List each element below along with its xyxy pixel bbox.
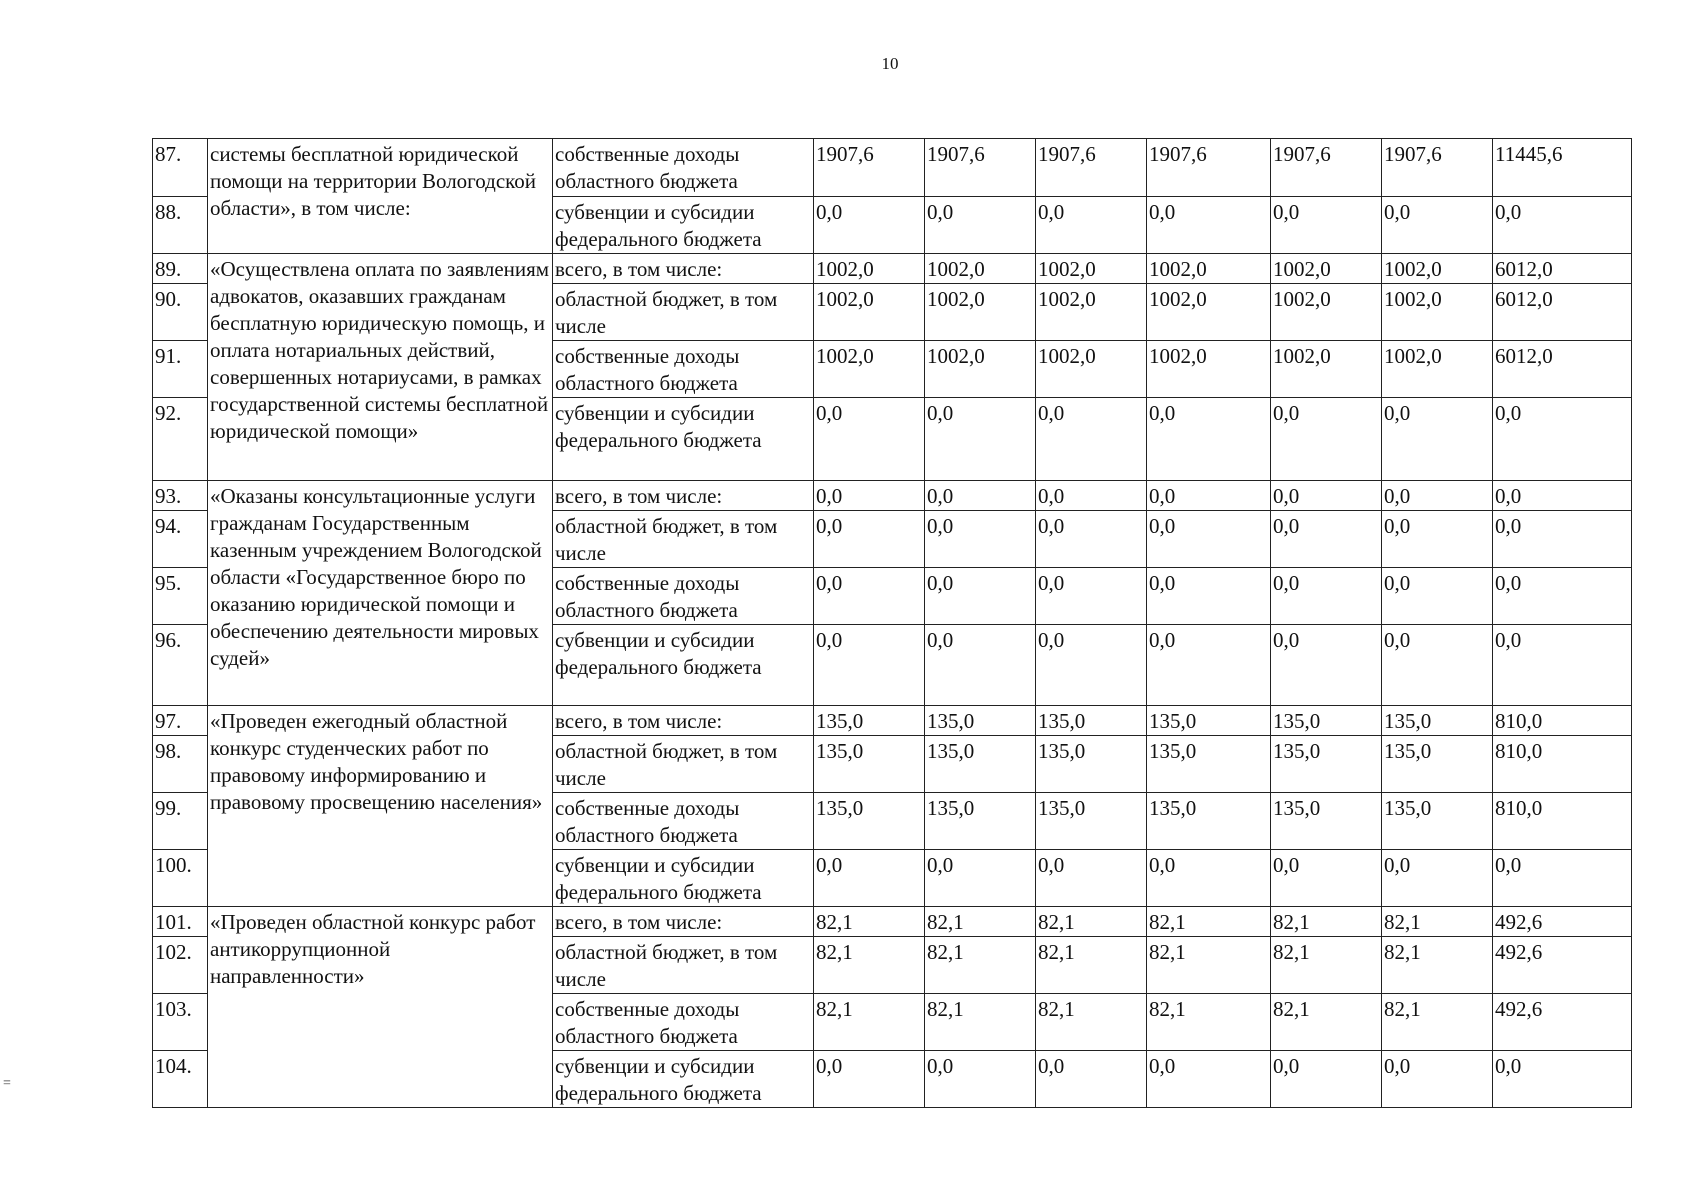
year-value: 82,1 [925,937,1036,994]
year-value: 82,1 [814,994,925,1051]
budget-table [152,138,1632,1108]
total-value: 11445,6 [1493,139,1632,197]
year-value: 82,1 [1147,907,1271,937]
row-number: 90. [153,284,208,341]
year-value: 82,1 [1382,994,1493,1051]
year-value: 0,0 [1382,625,1493,706]
funding-source: собственные доходы областного бюджета [553,793,814,850]
year-value: 1002,0 [1036,284,1147,341]
total-value: 6012,0 [1493,284,1632,341]
row-number: 97. [153,706,208,736]
year-value: 0,0 [814,197,925,254]
total-value: 810,0 [1493,706,1632,736]
year-value: 0,0 [1147,197,1271,254]
year-value: 0,0 [1382,197,1493,254]
total-value: 810,0 [1493,793,1632,850]
row-number: 91. [153,341,208,398]
year-value: 82,1 [1271,937,1382,994]
year-value: 1002,0 [1382,254,1493,284]
row-number: 96. [153,625,208,706]
row-number: 92. [153,398,208,481]
year-value: 0,0 [814,850,925,907]
year-value: 0,0 [1271,398,1382,481]
year-value: 0,0 [1382,1051,1493,1108]
year-value: 0,0 [814,1051,925,1108]
year-value: 135,0 [1271,793,1382,850]
year-value: 0,0 [1382,398,1493,481]
activity-description: «Осуществлена оплата по заявлениям адвокатов, оказавших гражданам бесплатную юридическую помощь, и оплата нотариальных действий, совершенных нотариусами, в рамках государственной системы бесплатной юридической помощи» [208,254,553,481]
year-value: 0,0 [814,511,925,568]
row-number: 95. [153,568,208,625]
margin-mark: = [3,1076,11,1091]
year-value: 0,0 [1036,481,1147,511]
funding-source: собственные доходы областного бюджета [553,341,814,398]
funding-source: всего, в том числе: [553,254,814,284]
row-number: 87. [153,139,208,197]
year-value: 0,0 [1147,398,1271,481]
year-value: 82,1 [1147,937,1271,994]
table-row [153,139,1632,197]
activity-description: «Проведен областной конкурс работ антикоррупционной направленности» [208,907,553,1108]
year-value: 82,1 [814,907,925,937]
year-value: 0,0 [1147,511,1271,568]
year-value: 1002,0 [1271,341,1382,398]
funding-source: собственные доходы областного бюджета [553,568,814,625]
year-value: 82,1 [1271,994,1382,1051]
total-value: 0,0 [1493,850,1632,907]
row-number: 104. [153,1051,208,1108]
year-value: 1002,0 [1036,254,1147,284]
total-value: 6012,0 [1493,341,1632,398]
year-value: 1907,6 [925,139,1036,197]
year-value: 0,0 [1147,850,1271,907]
year-value: 0,0 [1271,197,1382,254]
year-value: 135,0 [1382,793,1493,850]
year-value: 0,0 [1036,1051,1147,1108]
year-value: 135,0 [1147,736,1271,793]
total-value: 0,0 [1493,398,1632,481]
year-value: 1002,0 [1382,341,1493,398]
year-value: 1002,0 [1147,341,1271,398]
row-number: 99. [153,793,208,850]
year-value: 135,0 [1147,793,1271,850]
row-number: 93. [153,481,208,511]
year-value: 0,0 [925,1051,1036,1108]
year-value: 0,0 [1147,1051,1271,1108]
total-value: 492,6 [1493,907,1632,937]
year-value: 135,0 [814,706,925,736]
year-value: 135,0 [1271,736,1382,793]
year-value: 0,0 [1036,398,1147,481]
year-value: 135,0 [1036,793,1147,850]
funding-source: субвенции и субсидии федерального бюджета [553,850,814,907]
table-row [153,907,1632,937]
year-value: 1002,0 [925,254,1036,284]
row-number: 102. [153,937,208,994]
year-value: 1907,6 [814,139,925,197]
year-value: 0,0 [1036,850,1147,907]
funding-source: собственные доходы областного бюджета [553,994,814,1051]
row-number: 101. [153,907,208,937]
row-number: 88. [153,197,208,254]
year-value: 1002,0 [1271,254,1382,284]
year-value: 135,0 [1147,706,1271,736]
total-value: 0,0 [1493,197,1632,254]
year-value: 82,1 [1271,907,1382,937]
year-value: 1002,0 [814,284,925,341]
funding-source: областной бюджет, в том числе [553,736,814,793]
year-value: 0,0 [1271,850,1382,907]
year-value: 0,0 [1382,568,1493,625]
year-value: 0,0 [1147,568,1271,625]
funding-source: областной бюджет, в том числе [553,511,814,568]
year-value: 135,0 [1382,736,1493,793]
year-value: 0,0 [925,511,1036,568]
year-value: 82,1 [1036,994,1147,1051]
year-value: 0,0 [925,568,1036,625]
funding-source: областной бюджет, в том числе [553,937,814,994]
year-value: 0,0 [1036,625,1147,706]
year-value: 82,1 [1382,907,1493,937]
year-value: 0,0 [1036,197,1147,254]
row-number: 94. [153,511,208,568]
year-value: 82,1 [925,907,1036,937]
year-value: 135,0 [925,706,1036,736]
total-value: 0,0 [1493,1051,1632,1108]
year-value: 135,0 [925,736,1036,793]
total-value: 810,0 [1493,736,1632,793]
year-value: 0,0 [814,398,925,481]
year-value: 0,0 [1036,511,1147,568]
year-value: 0,0 [1271,568,1382,625]
table-row [153,706,1632,736]
year-value: 135,0 [814,793,925,850]
year-value: 0,0 [1271,625,1382,706]
year-value: 0,0 [1382,511,1493,568]
table-row [153,481,1632,511]
year-value: 0,0 [1271,511,1382,568]
funding-source: субвенции и субсидии федерального бюджета [553,398,814,481]
year-value: 0,0 [925,481,1036,511]
year-value: 1907,6 [1147,139,1271,197]
total-value: 0,0 [1493,511,1632,568]
year-value: 1002,0 [814,254,925,284]
year-value: 1002,0 [1147,254,1271,284]
year-value: 0,0 [1036,568,1147,625]
year-value: 0,0 [1271,1051,1382,1108]
page-number: 10 [881,54,899,73]
year-value: 135,0 [1036,736,1147,793]
total-value: 0,0 [1493,568,1632,625]
year-value: 0,0 [925,625,1036,706]
activity-description: системы бесплатной юридической помощи на территории Вологодской области», в том числе: [208,139,553,254]
table-row [153,254,1632,284]
year-value: 1907,6 [1271,139,1382,197]
year-value: 1002,0 [925,284,1036,341]
year-value: 0,0 [814,481,925,511]
year-value: 0,0 [1382,481,1493,511]
total-value: 492,6 [1493,937,1632,994]
row-number: 103. [153,994,208,1051]
activity-description: «Оказаны консультационные услуги гражданам Государственным казенным учреждением Вологодской области «Государственное бюро по оказанию юридической помощи и обеспечению деятельности мировых судей» [208,481,553,706]
total-value: 0,0 [1493,625,1632,706]
row-number: 100. [153,850,208,907]
year-value: 1002,0 [1147,284,1271,341]
year-value: 0,0 [814,568,925,625]
funding-source: субвенции и субсидии федерального бюджета [553,197,814,254]
year-value: 1002,0 [1271,284,1382,341]
total-value: 492,6 [1493,994,1632,1051]
year-value: 82,1 [1036,937,1147,994]
year-value: 1002,0 [925,341,1036,398]
year-value: 135,0 [814,736,925,793]
year-value: 1907,6 [1382,139,1493,197]
row-number: 98. [153,736,208,793]
year-value: 0,0 [925,850,1036,907]
year-value: 0,0 [1382,850,1493,907]
year-value: 0,0 [925,197,1036,254]
funding-source: субвенции и субсидии федерального бюджета [553,1051,814,1108]
year-value: 82,1 [925,994,1036,1051]
year-value: 82,1 [1382,937,1493,994]
year-value: 135,0 [925,793,1036,850]
activity-description: «Проведен ежегодный областной конкурс студенческих работ по правовому информированию и правовому просвещению населения» [208,706,553,907]
funding-source: собственные доходы областного бюджета [553,139,814,197]
year-value: 1002,0 [1382,284,1493,341]
funding-source: областной бюджет, в том числе [553,284,814,341]
year-value: 1002,0 [1036,341,1147,398]
funding-source: всего, в том числе: [553,706,814,736]
row-number: 89. [153,254,208,284]
year-value: 0,0 [814,625,925,706]
year-value: 135,0 [1382,706,1493,736]
year-value: 0,0 [1147,481,1271,511]
total-value: 6012,0 [1493,254,1632,284]
table-body [153,139,1632,1108]
year-value: 1002,0 [814,341,925,398]
funding-source: субвенции и субсидии федерального бюджета [553,625,814,706]
year-value: 1907,6 [1036,139,1147,197]
year-value: 82,1 [814,937,925,994]
total-value: 0,0 [1493,481,1632,511]
year-value: 0,0 [1147,625,1271,706]
year-value: 82,1 [1147,994,1271,1051]
year-value: 82,1 [1036,907,1147,937]
year-value: 0,0 [1271,481,1382,511]
funding-source: всего, в том числе: [553,481,814,511]
year-value: 135,0 [1271,706,1382,736]
year-value: 135,0 [1036,706,1147,736]
year-value: 0,0 [925,398,1036,481]
funding-source: всего, в том числе: [553,907,814,937]
